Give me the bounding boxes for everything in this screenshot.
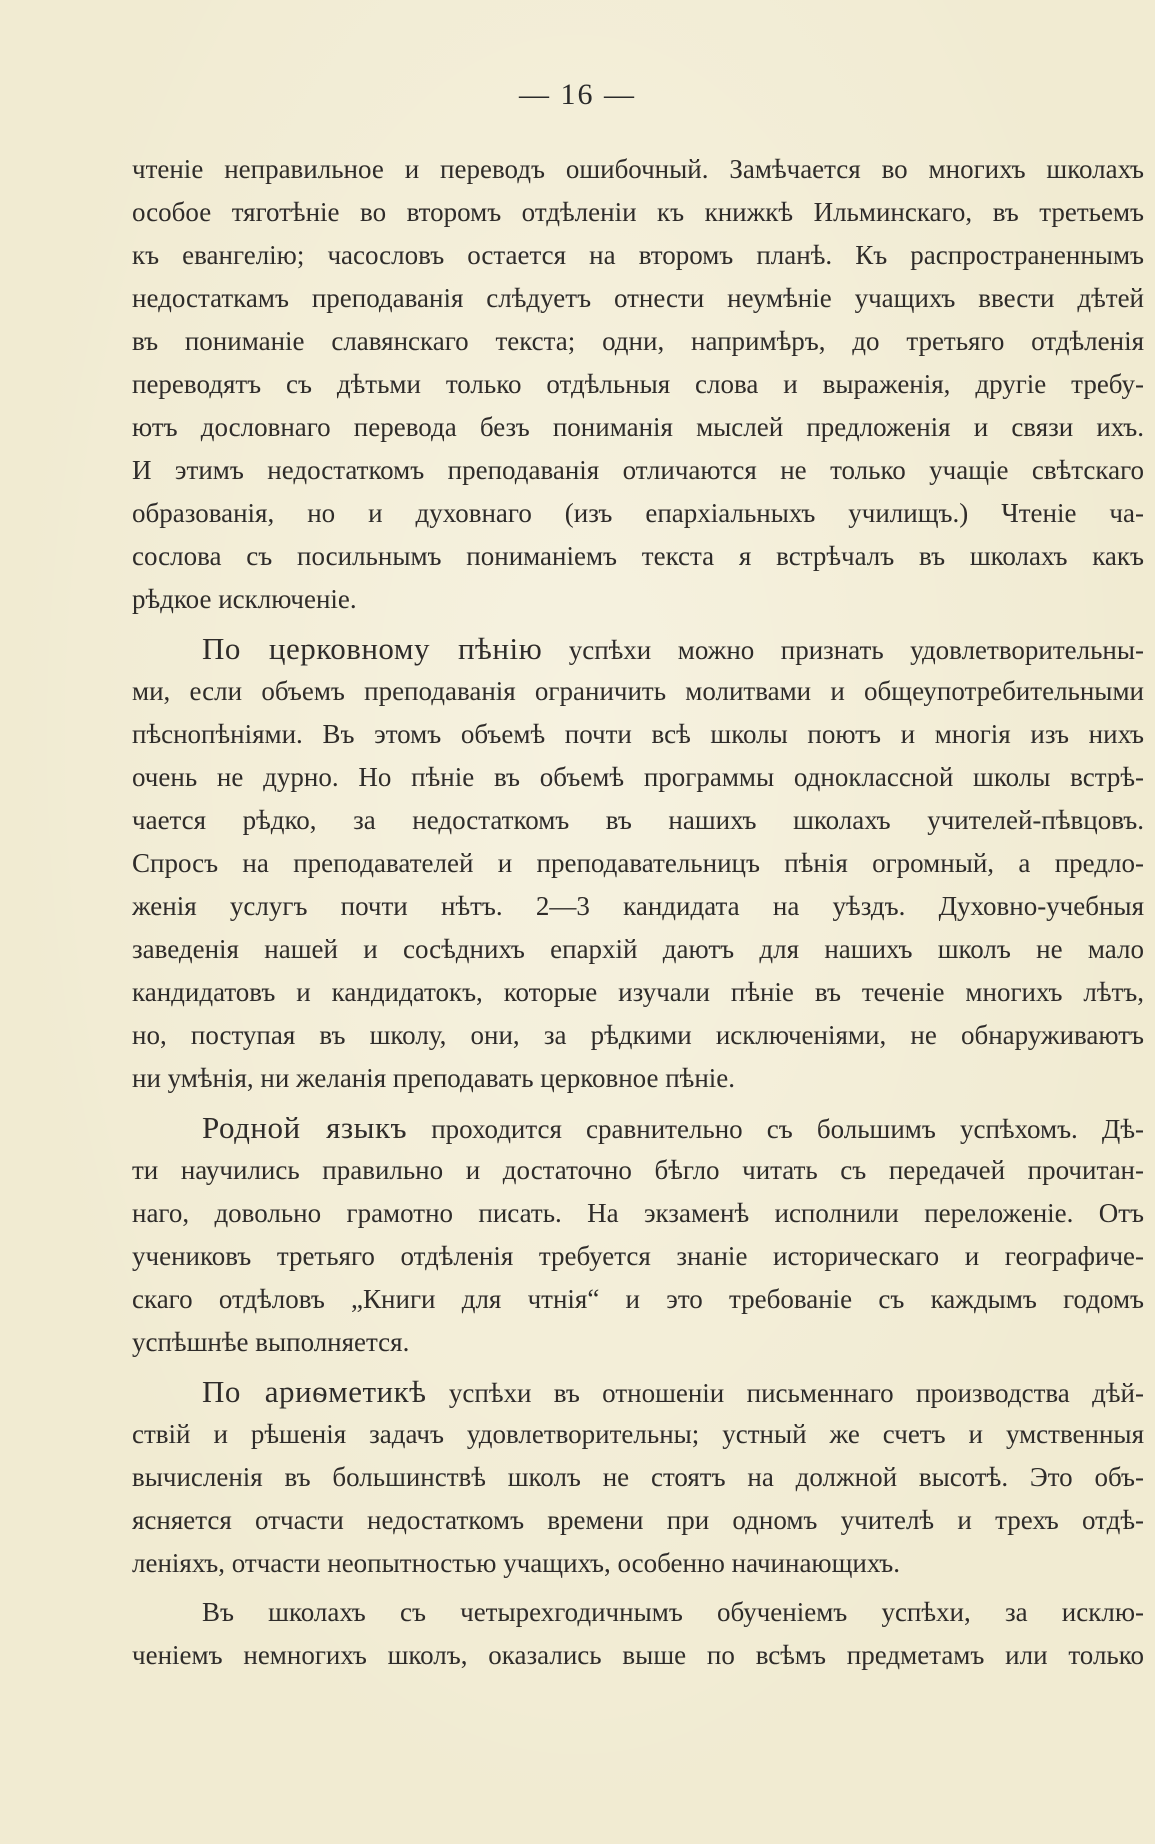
text-line: Спросъ на преподавателей и преподавательницъ пѣнія огромный, а предло- — [132, 848, 1144, 878]
text-line: ченіемъ немногихъ школъ, оказались выше по всѣмъ предметамъ или только — [132, 1640, 1144, 1670]
text-line: ни умѣнія, ни желанія преподавать церковное пѣніе. — [132, 1063, 736, 1093]
text-line: въ пониманіе славянскаго текста; одни, напримѣръ, до третьяго отдѣленія — [132, 326, 1144, 356]
text-line-with-lead — [132, 627, 1144, 670]
text-line-with-lead — [132, 1106, 1144, 1149]
text-line: образованія, но и духовнаго (изъ епархіальныхъ училищъ.) Чтеніе ча- — [132, 498, 1144, 528]
text-line: особое тяготѣніе во второмъ отдѣленіи къ книжкѣ Ильминскаго, въ третьемъ — [132, 197, 1144, 227]
text-line: переводятъ съ дѣтьми только отдѣльныя слова и выраженія, другіе требу- — [132, 369, 1144, 399]
text-line: женія услугъ почти нѣтъ. 2—3 кандидата на уѣздъ. Духовно-учебныя — [132, 891, 1144, 921]
paragraph — [132, 148, 1144, 621]
text-body — [132, 148, 1144, 1683]
paragraph-lead: Родной языкъ — [202, 1110, 408, 1145]
text-line: ти научились правильно и достаточно бѣгло читать съ передачей прочитан- — [132, 1155, 1144, 1185]
text-line-rest: проходится сравнительно съ большимъ успѣхомъ. Дѣ- — [407, 1114, 1144, 1144]
text-line: недостаткамъ преподаванія слѣдуетъ отнести неумѣніе учащихъ ввести дѣтей — [132, 283, 1144, 313]
text-line-rest: успѣхи можно признать удовлетворительны- — [542, 635, 1144, 665]
text-line: заведенія нашей и сосѣднихъ епархій даютъ для нашихъ школъ не мало — [132, 934, 1144, 964]
paragraph — [132, 1370, 1144, 1585]
text-line: Въ школахъ съ четырехгодичнымъ обученіемъ успѣхи, за исклю- — [202, 1597, 1144, 1627]
text-line-rest: успѣхи въ отношеніи письменнаго производства дѣй- — [426, 1378, 1144, 1408]
paragraph-lead: По ариѳметикѣ — [202, 1374, 427, 1409]
text-line: рѣдкое исключеніе. — [132, 584, 357, 614]
text-line: ютъ дословнаго перевода безъ пониманія мыслей предложенія и связи ихъ. — [132, 412, 1144, 442]
text-line: скаго отдѣловъ „Книги для чтнія“ и это требованіе съ каждымъ годомъ — [132, 1284, 1144, 1314]
text-line: ясняется отчасти недостаткомъ времени при одномъ учителѣ и трехъ отдѣ- — [132, 1505, 1144, 1535]
text-line: ствій и рѣшенія задачъ удовлетворительны; устный же счетъ и умственныя — [132, 1419, 1144, 1449]
text-line: успѣшнѣе выполняется. — [132, 1327, 410, 1357]
text-line: пѣснопѣніями. Въ этомъ объемѣ почти всѣ школы поютъ и многія изъ нихъ — [132, 719, 1144, 749]
text-line: наго, довольно грамотно писать. На экзаменѣ исполнили переложеніе. Отъ — [132, 1198, 1144, 1228]
text-line: И этимъ недостаткомъ преподаванія отличаются не только учащіе свѣтскаго — [132, 455, 1144, 485]
text-line: вычисленія въ большинствѣ школъ не стоятъ на должной высотѣ. Это объ- — [132, 1462, 1144, 1492]
text-line: сослова съ посильнымъ пониманіемъ текста я встрѣчалъ въ школахъ какъ — [132, 541, 1144, 571]
paragraph-lead: По церковному пѣнію — [202, 631, 543, 666]
text-line: ми, если объемъ преподаванія ограничить молитвами и общеупотребительными — [132, 676, 1144, 706]
text-line: очень не дурно. Но пѣніе въ объемѣ программы одноклассной школы встрѣ- — [132, 762, 1144, 792]
paragraph — [132, 1591, 1144, 1677]
text-line: кандидатовъ и кандидатокъ, которые изучали пѣніе въ теченіе многихъ лѣтъ, — [132, 977, 1144, 1007]
text-line: чтеніе неправильное и переводъ ошибочный. Замѣчается во многихъ школахъ — [132, 154, 1144, 184]
paragraph — [132, 627, 1144, 1100]
text-line: леніяхъ, отчасти неопытностью учащихъ, особенно начинающихъ. — [132, 1548, 901, 1578]
page-number: — 16 — — [519, 78, 636, 111]
paragraph — [132, 1106, 1144, 1364]
text-line: къ евангелію; часословъ остается на второмъ планѣ. Къ распространеннымъ — [132, 240, 1144, 270]
text-line: чается рѣдко, за недостаткомъ въ нашихъ школахъ учителей-пѣвцовъ. — [132, 805, 1144, 835]
text-line: учениковъ третьяго отдѣленія требуется знаніе историческаго и географиче- — [132, 1241, 1144, 1271]
text-line-with-lead — [132, 1370, 1144, 1413]
text-line: но, поступая въ школу, они, за рѣдкими исключеніями, не обнаруживаютъ — [132, 1020, 1144, 1050]
